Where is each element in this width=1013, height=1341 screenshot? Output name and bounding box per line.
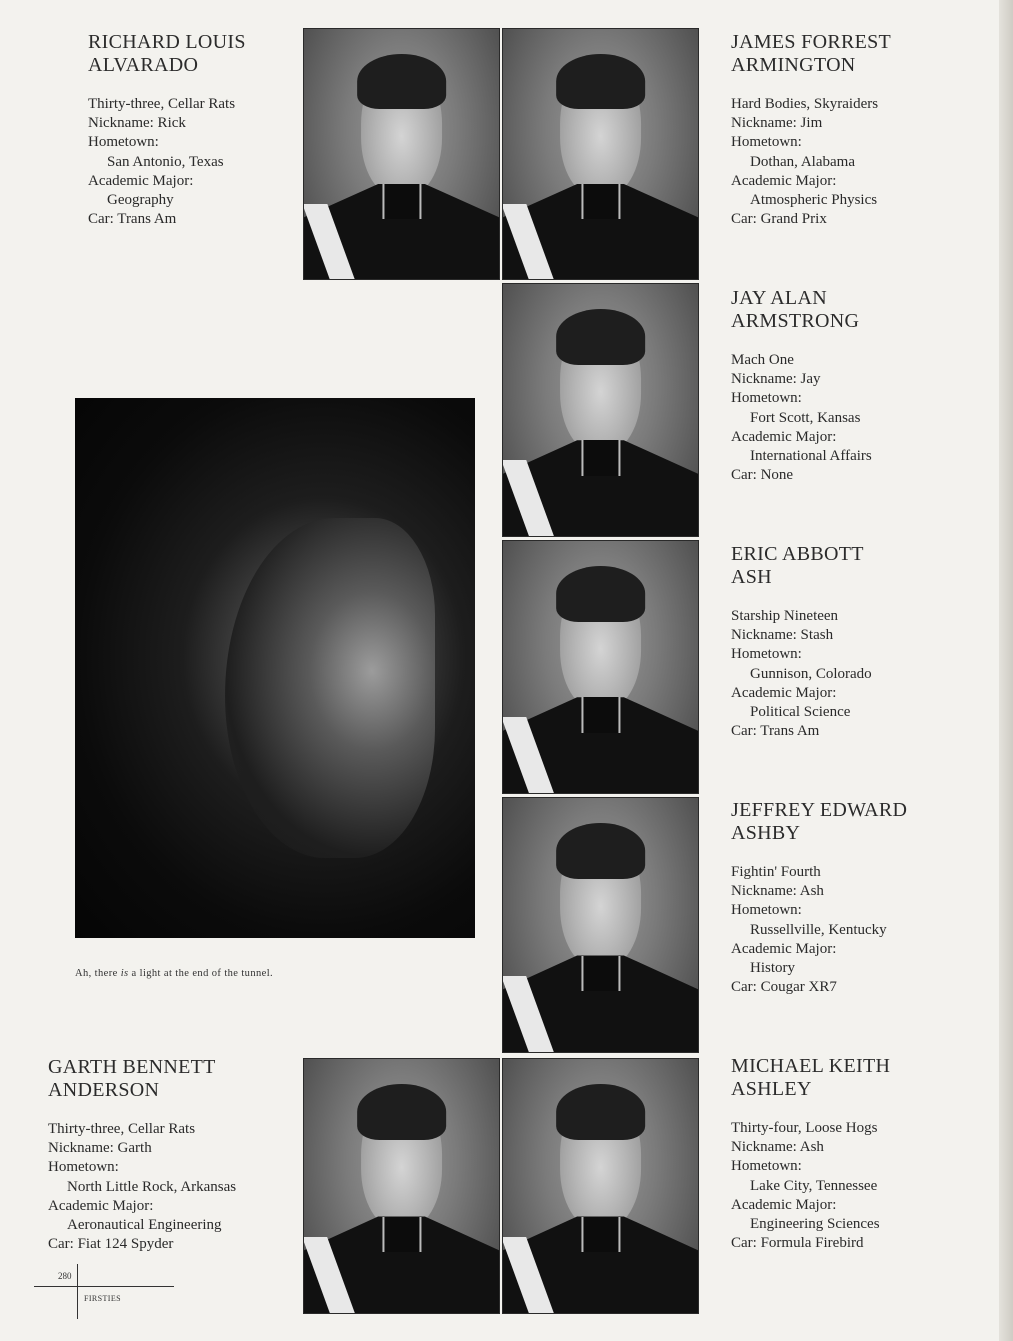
cadet-hometown: Lake City, Tennessee <box>750 1177 878 1194</box>
cadet-squadron: Starship Nineteen <box>731 608 839 624</box>
cadet-nickname: Nickname: Garth <box>48 1140 152 1157</box>
cadet-major: Geography <box>107 192 174 209</box>
major-label: Academic Major: <box>731 172 837 189</box>
face-profile <box>225 518 435 858</box>
page-number: 280 <box>58 1271 72 1281</box>
cadet-name: JAMES FORREST ARMINGTON <box>731 31 892 76</box>
cadet-car: Car: Trans Am <box>731 723 820 740</box>
cadet-car: Car: Fiat 124 Spyder <box>48 1236 174 1253</box>
cadet-major: Aeronautical Engineering <box>67 1217 222 1234</box>
hometown-label: Hometown: <box>731 134 802 151</box>
hometown-label: Hometown: <box>731 902 802 919</box>
cadet-nickname: Nickname: Jay <box>731 371 821 388</box>
cadet-squadron: Thirty-three, Cellar Rats <box>88 96 236 112</box>
page-edge-shadow <box>999 0 1013 1341</box>
cadet-name: JEFFREY EDWARD ASHBY <box>731 799 908 844</box>
photo-caption: Ah, there is a light at the end of the tunnel. <box>75 968 274 979</box>
cadet-squadron: Thirty-three, Cellar Rats <box>48 1121 196 1137</box>
bio-armstrong <box>731 287 991 485</box>
cadet-name: JAY ALAN ARMSTRONG <box>731 287 860 332</box>
cadet-name: ERIC ABBOTT ASH <box>731 543 864 588</box>
cadet-car: Car: Formula Firebird <box>731 1235 864 1252</box>
candid-photo-profile <box>75 398 475 938</box>
cadet-car: Car: Grand Prix <box>731 211 827 228</box>
cadet-squadron: Hard Bodies, Skyraiders <box>731 96 879 112</box>
cadet-hometown: San Antonio, Texas <box>107 153 224 170</box>
hometown-label: Hometown: <box>88 134 159 151</box>
bio-armington <box>731 31 991 229</box>
bio-ashby <box>731 799 991 997</box>
major-label: Academic Major: <box>731 1196 837 1213</box>
bio-ashley <box>731 1055 991 1253</box>
major-label: Academic Major: <box>731 684 837 701</box>
hometown-label: Hometown: <box>731 646 802 663</box>
portrait-armington <box>502 28 699 280</box>
cadet-squadron: Thirty-four, Loose Hogs <box>731 1120 878 1136</box>
folio-rule-horizontal <box>34 1286 174 1287</box>
cadet-name: GARTH BENNETT ANDERSON <box>48 1056 216 1101</box>
folio-rule-vertical <box>77 1264 78 1319</box>
hometown-label: Hometown: <box>48 1159 119 1176</box>
cadet-squadron: Mach One <box>731 352 794 368</box>
portrait-anderson <box>303 1058 500 1314</box>
portrait-armstrong <box>502 283 699 537</box>
major-label: Academic Major: <box>88 172 194 189</box>
cadet-hometown: Dothan, Alabama <box>750 153 855 170</box>
cadet-major: International Affairs <box>750 448 872 465</box>
cadet-car: Car: None <box>731 467 794 484</box>
cadet-major: History <box>750 960 795 977</box>
cadet-nickname: Nickname: Ash <box>731 883 824 900</box>
cadet-nickname: Nickname: Rick <box>88 115 186 132</box>
bio-ash <box>731 543 991 741</box>
cadet-nickname: Nickname: Jim <box>731 115 823 132</box>
cadet-hometown: Fort Scott, Kansas <box>750 409 861 426</box>
cadet-hometown: North Little Rock, Arkansas <box>67 1178 237 1195</box>
cadet-name: MICHAEL KEITH ASHLEY <box>731 1055 891 1100</box>
cadet-hometown: Gunnison, Colorado <box>750 665 872 682</box>
portrait-ashley <box>502 1058 699 1314</box>
cadet-major: Engineering Sciences <box>750 1216 880 1233</box>
hometown-label: Hometown: <box>731 1158 802 1175</box>
bio-anderson <box>48 1056 308 1254</box>
cadet-car: Car: Trans Am <box>88 211 177 228</box>
section-label: FIRSTIES <box>84 1294 121 1303</box>
major-label: Academic Major: <box>731 428 837 445</box>
cadet-nickname: Nickname: Ash <box>731 1139 824 1156</box>
portrait-ashby <box>502 797 699 1053</box>
cadet-major: Political Science <box>750 704 851 721</box>
cadet-hometown: Russellville, Kentucky <box>750 921 887 938</box>
portrait-ash <box>502 540 699 794</box>
major-label: Academic Major: <box>48 1197 154 1214</box>
major-label: Academic Major: <box>731 940 837 957</box>
portrait-alvarado <box>303 28 500 280</box>
cadet-car: Car: Cougar XR7 <box>731 979 837 996</box>
hometown-label: Hometown: <box>731 390 802 407</box>
cadet-squadron: Fightin' Fourth <box>731 864 821 880</box>
cadet-nickname: Nickname: Stash <box>731 627 834 644</box>
cadet-major: Atmospheric Physics <box>750 192 878 209</box>
cadet-name: RICHARD LOUIS ALVARADO <box>88 31 246 76</box>
